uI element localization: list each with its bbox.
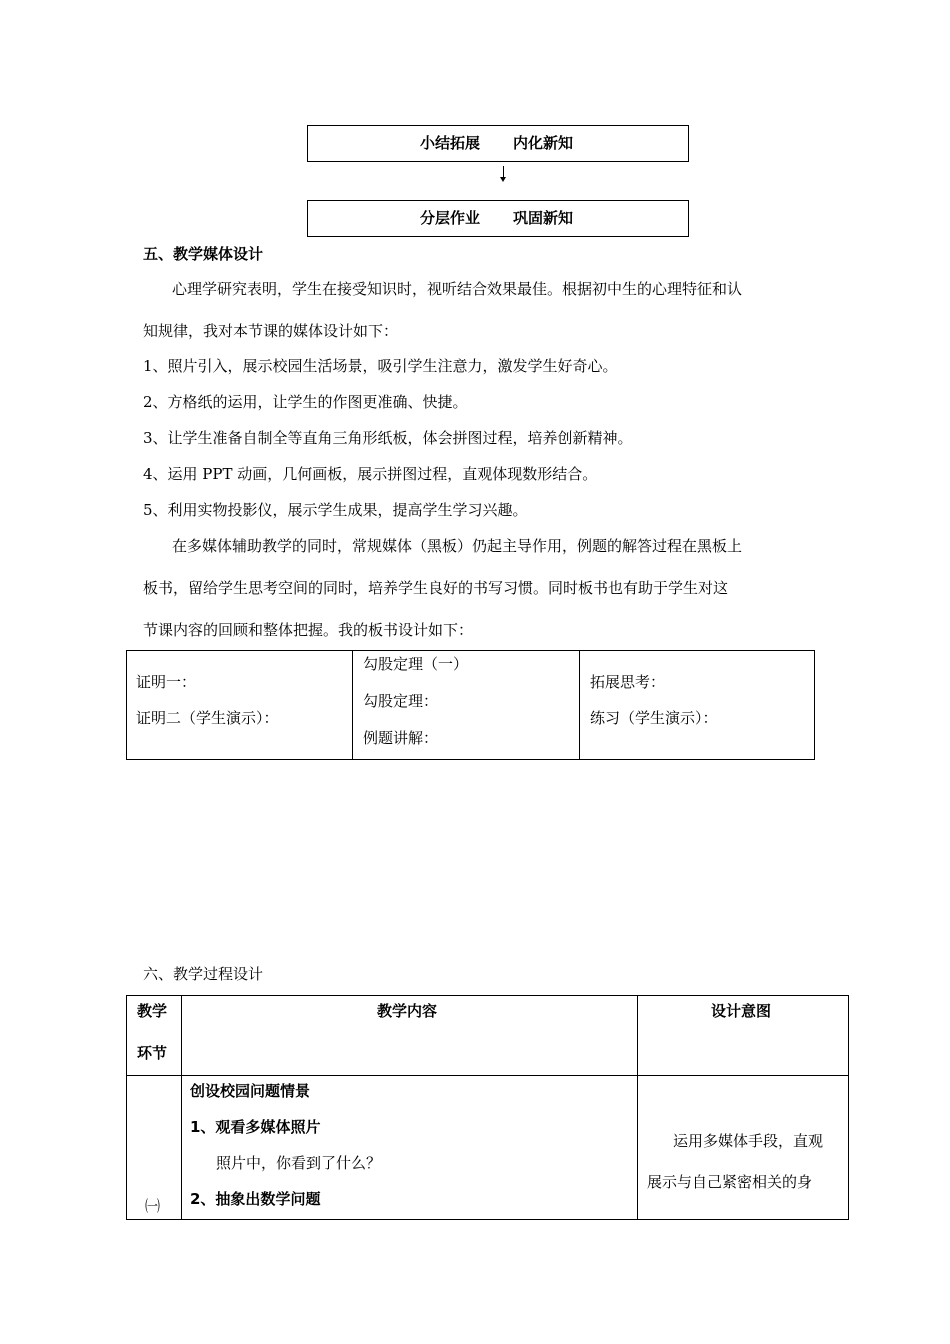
- media-item-3: 3、让学生准备自制全等直角三角形纸板，体会拼图过程，培养创新精神。: [143, 429, 633, 447]
- board-col3-line2: 练习（学生演示）：: [590, 709, 718, 727]
- section5-intro-line1: 心理学研究表明，学生在接受知识时，视听结合效果最佳。根据初中生的心理特征和认: [172, 280, 743, 298]
- section5-para2-line1: 在多媒体辅助教学的同时，常规媒体（黑板）仍起主导作用，例题的解答过程在黑板上: [172, 537, 743, 555]
- flow-box-homework-left: 分层作业: [420, 209, 481, 227]
- board-divider-2: [579, 650, 580, 760]
- header-stage-line1: 教学: [137, 1002, 168, 1020]
- board-col1-line2: 证明二（学生演示）：: [136, 709, 279, 727]
- header-intent: 设计意图: [711, 1002, 772, 1020]
- row1-intent-line2: 展示与自己紧密相关的身: [647, 1173, 813, 1191]
- board-col2-line2: 勾股定理：: [363, 692, 439, 710]
- media-item-5: 5、利用实物投影仪，展示学生成果，提高学生学习兴趣。: [143, 501, 528, 519]
- board-col2-line1: 勾股定理（一）: [363, 655, 469, 673]
- media-item-1: 1、照片引入，展示校园生活场景，吸引学生注意力，激发学生好奇心。: [143, 357, 618, 375]
- header-stage-line2: 环节: [137, 1044, 168, 1062]
- row1-stage: ㈠: [145, 1197, 161, 1215]
- section5-para2-line3: 节课内容的回顾和整体把握。我的板书设计如下：: [143, 621, 474, 639]
- media-item-2: 2、方格纸的运用，让学生的作图更准确、快捷。: [143, 393, 468, 411]
- flow-box-homework-right: 巩固新知: [513, 209, 574, 227]
- board-col3-line1: 拓展思考：: [590, 673, 666, 691]
- board-col2-line3: 例题讲解：: [363, 729, 439, 747]
- flow-box-summary-right: 内化新知: [513, 134, 574, 152]
- section5-intro-line2: 知规律，我对本节课的媒体设计如下：: [143, 322, 399, 340]
- flow-arrow-down-icon: [500, 177, 506, 182]
- flow-box-homework: [307, 200, 689, 237]
- flow-box-summary: [307, 125, 689, 162]
- process-divider-2: [637, 995, 638, 1220]
- section6-heading: 六、教学过程设计: [143, 965, 264, 983]
- row1-content-item1: 1、观看多媒体照片: [190, 1118, 321, 1136]
- row1-content-question: 照片中，你看到了什么？: [216, 1154, 382, 1172]
- section5-heading: 五、教学媒体设计: [143, 245, 264, 263]
- board-divider-1: [352, 650, 353, 760]
- flow-box-summary-left: 小结拓展: [420, 134, 481, 152]
- board-design-table: [126, 650, 815, 760]
- header-content: 教学内容: [377, 1002, 438, 1020]
- process-header-divider: [126, 1075, 849, 1076]
- media-item-4: 4、运用 PPT 动画，几何画板，展示拼图过程，直观体现数形结合。: [143, 465, 598, 483]
- process-divider-1: [181, 995, 182, 1220]
- board-col1-line1: 证明一：: [136, 673, 197, 691]
- section5-para2-line2: 板书，留给学生思考空间的同时，培养学生良好的书写习惯。同时板书也有助于学生对这: [143, 579, 729, 597]
- row1-content-item2: 2、抽象出数学问题: [190, 1190, 321, 1208]
- row1-intent-line1: 运用多媒体手段，直观: [673, 1132, 824, 1150]
- row1-content-title: 创设校园问题情景: [190, 1082, 311, 1100]
